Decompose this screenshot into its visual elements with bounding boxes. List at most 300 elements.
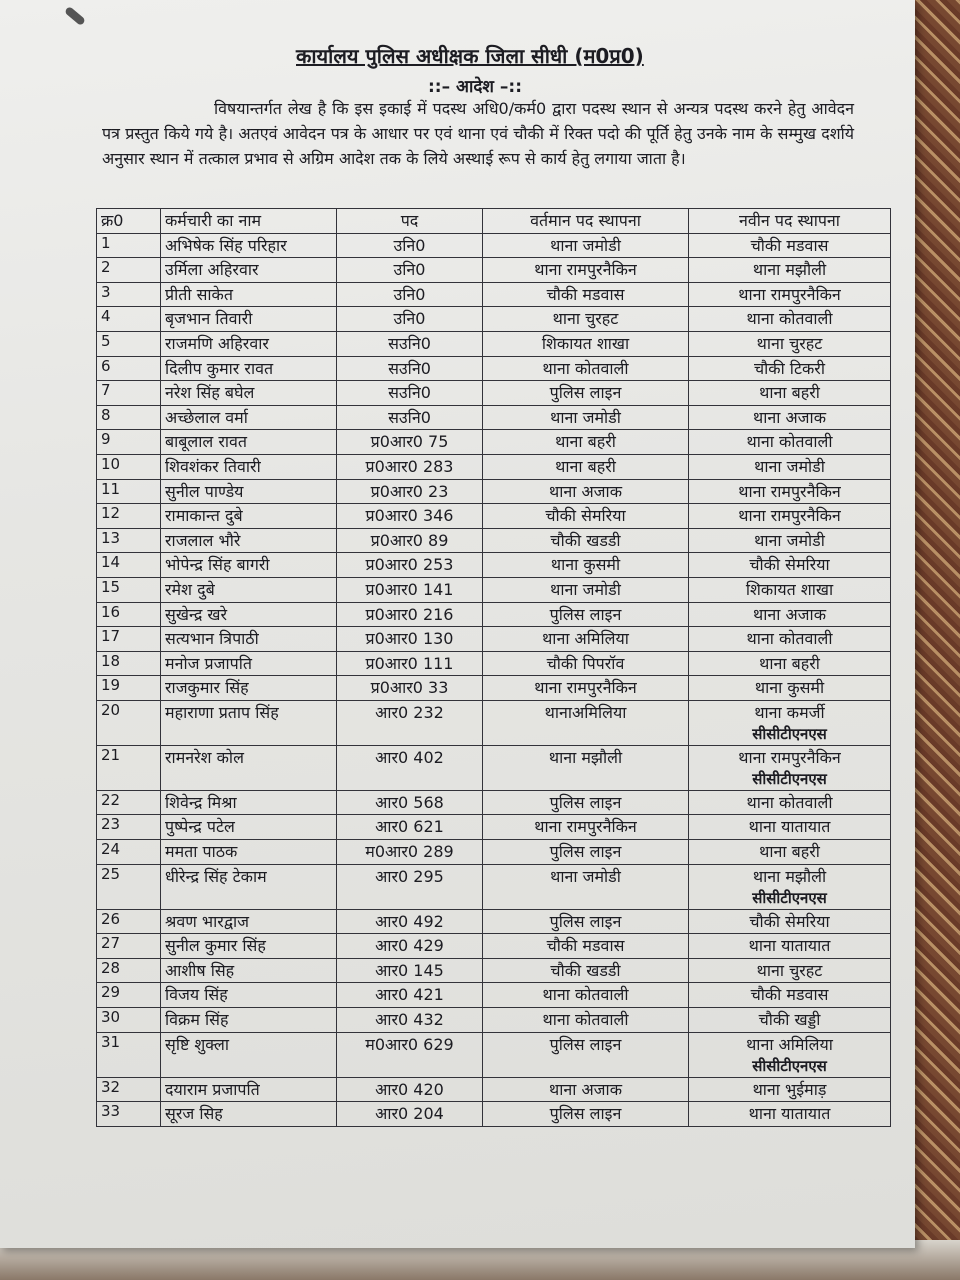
new-posting-cell — [689, 528, 891, 553]
new-posting-cell-text: थाना रामपुरनैकिन — [738, 284, 841, 304]
post-cell — [337, 258, 483, 283]
col-header-name: कर्मचारी का नाम — [161, 209, 337, 234]
current-posting-cell-text: थाना रामपुरनैकिन — [534, 678, 637, 698]
post-cell-text: प्र0आर0 141 — [365, 579, 454, 599]
new-posting-cell — [689, 479, 891, 504]
serial-cell-text: 25 — [101, 864, 121, 883]
current-posting-cell — [483, 528, 689, 553]
current-posting-cell — [483, 577, 689, 602]
new-posting-cell-text: थाना मझौली — [752, 866, 827, 886]
table-row — [97, 479, 891, 504]
post-cell-text: उनि0 — [393, 284, 426, 304]
new-posting-cell — [689, 258, 891, 283]
post-cell — [337, 627, 483, 652]
serial-cell-text: 20 — [101, 700, 121, 719]
name-cell-text: मनोज प्रजापति — [165, 653, 253, 673]
table-row — [97, 258, 891, 283]
new-posting-cell-text: चौकी सेमरिया — [749, 911, 830, 931]
post-cell — [337, 934, 483, 959]
current-posting-cell — [483, 553, 689, 578]
name-cell-text: भोपेन्द्र सिंह बागरी — [165, 555, 270, 575]
new-posting-cell — [689, 1077, 891, 1102]
current-posting-cell-text: चौकी खडडी — [550, 960, 621, 980]
current-posting-cell — [483, 1008, 689, 1033]
serial-cell-text: 32 — [101, 1077, 121, 1096]
new-posting-cell-text: थाना रामपुरनैकिन — [738, 747, 841, 767]
new-posting-cell-text: थाना जमोडी — [754, 456, 825, 476]
current-posting-cell-text: थाना कोतवाली — [542, 358, 629, 378]
serial-cell-text: 1 — [101, 233, 111, 252]
serial-cell — [97, 381, 161, 406]
post-cell-text: आर0 621 — [375, 817, 444, 837]
name-cell-text: अच्छेलाल वर्मा — [165, 407, 248, 427]
transfer-table — [96, 208, 891, 1127]
new-posting-cell — [689, 602, 891, 627]
current-posting-cell — [483, 479, 689, 504]
name-cell — [161, 479, 337, 504]
table-body — [97, 233, 891, 1126]
new-posting-cell — [689, 577, 891, 602]
name-cell-text: बाबूलाल रावत — [165, 432, 248, 452]
new-posting-cell — [689, 864, 891, 909]
serial-cell — [97, 577, 161, 602]
current-posting-cell-text: चौकी पिपरॉव — [546, 653, 625, 673]
name-cell-text: विक्रम सिंह — [165, 1010, 229, 1030]
name-cell-text: नरेश सिंह बघेल — [165, 383, 255, 403]
new-posting-cell-text: चौकी मडवास — [750, 985, 829, 1005]
serial-cell-text: 11 — [101, 479, 121, 498]
new-posting-cell-text: थाना चुरहट — [756, 333, 823, 353]
name-cell-text: श्रवण भारद्वाज — [165, 911, 250, 931]
current-posting-cell-text: थाना रामपुरनैकिन — [534, 260, 637, 280]
serial-cell-text: 14 — [101, 553, 121, 572]
post-cell — [337, 356, 483, 381]
name-cell-text: धीरेन्द्र सिंह टेकाम — [165, 866, 267, 886]
new-posting-cell-text: शिकायत शाखा — [745, 579, 834, 599]
name-cell-text: प्रीती साकेत — [165, 284, 233, 304]
serial-cell — [97, 815, 161, 840]
post-cell — [337, 983, 483, 1008]
name-cell — [161, 676, 337, 701]
table-row — [97, 454, 891, 479]
name-cell — [161, 405, 337, 430]
post-cell — [337, 454, 483, 479]
new-posting-cell — [689, 504, 891, 529]
name-cell-text: रामनरेश कोल — [165, 747, 244, 767]
name-cell — [161, 983, 337, 1008]
name-cell — [161, 815, 337, 840]
name-cell — [161, 934, 337, 959]
post-cell-text: आर0 421 — [375, 985, 444, 1005]
name-cell-text: बृजभान तिवारी — [165, 309, 253, 329]
table-row — [97, 1032, 891, 1077]
current-posting-cell — [483, 454, 689, 479]
current-posting-cell — [483, 602, 689, 627]
serial-cell-text: 3 — [101, 282, 111, 301]
table-row — [97, 430, 891, 455]
table-row — [97, 381, 891, 406]
new-posting-cell-text: थाना अजाक — [752, 604, 826, 624]
new-posting-cell-text: थाना भुईमाड़ — [752, 1079, 827, 1099]
table-row — [97, 1077, 891, 1102]
table-row — [97, 528, 891, 553]
current-posting-cell-text: पुलिस लाइन — [549, 1104, 622, 1124]
new-posting-cell-text: थाना रामपुरनैकिन — [738, 481, 841, 501]
new-posting-cell — [689, 840, 891, 865]
post-cell — [337, 676, 483, 701]
serial-cell — [97, 676, 161, 701]
new-posting-cell — [689, 282, 891, 307]
serial-cell — [97, 454, 161, 479]
post-cell-text: उनि0 — [393, 260, 426, 280]
serial-cell-text: 16 — [101, 602, 121, 621]
table-header-row — [97, 209, 891, 234]
new-posting-cell-text: थाना चुरहट — [756, 960, 823, 980]
serial-cell-text: 26 — [101, 909, 121, 928]
new-posting-cell — [689, 405, 891, 430]
post-cell-text: आर0 568 — [375, 792, 444, 812]
name-cell — [161, 1102, 337, 1127]
new-posting-cell-text: थाना यातायात — [748, 1104, 831, 1124]
serial-cell-text: 19 — [101, 676, 121, 695]
table-row — [97, 1102, 891, 1127]
current-posting-cell — [483, 1077, 689, 1102]
name-cell-text: राजमणि अहिरवार — [165, 333, 269, 353]
post-cell-text: सउनि0 — [388, 383, 431, 403]
serial-cell — [97, 504, 161, 529]
post-cell — [337, 651, 483, 676]
current-posting-cell — [483, 909, 689, 934]
col-header-serial: क्र0 — [97, 209, 161, 234]
post-cell-text: आर0 402 — [375, 747, 444, 767]
new-posting-cell — [689, 983, 891, 1008]
serial-cell — [97, 553, 161, 578]
new-posting-cell-text: थाना मझौली — [752, 260, 827, 280]
post-cell — [337, 504, 483, 529]
current-posting-cell-text: पुलिस लाइन — [549, 842, 622, 862]
new-posting-cell — [689, 381, 891, 406]
serial-cell-text: 6 — [101, 356, 111, 375]
serial-cell — [97, 1102, 161, 1127]
table-row — [97, 1008, 891, 1033]
serial-cell — [97, 864, 161, 909]
current-posting-cell — [483, 934, 689, 959]
post-cell — [337, 577, 483, 602]
serial-cell-text: 13 — [101, 528, 121, 547]
name-cell-text: रमेश दुबे — [165, 579, 215, 599]
current-posting-cell — [483, 958, 689, 983]
name-cell-text: ममता पाठक — [165, 842, 238, 862]
name-cell — [161, 745, 337, 790]
serial-cell — [97, 1008, 161, 1033]
new-posting-cell-text: थाना कुसमी — [754, 678, 825, 698]
post-cell-text: प्र0आर0 346 — [365, 506, 454, 526]
serial-cell-text: 2 — [101, 258, 111, 277]
post-cell-text: प्र0आर0 111 — [365, 653, 454, 673]
current-posting-cell-text: थाना कोतवाली — [542, 1010, 629, 1030]
new-posting-cell — [689, 934, 891, 959]
name-cell — [161, 651, 337, 676]
current-posting-cell — [483, 840, 689, 865]
table-row — [97, 282, 891, 307]
name-cell — [161, 307, 337, 332]
new-posting-cell-text: थाना अजाक — [752, 407, 826, 427]
table-row — [97, 958, 891, 983]
current-posting-cell — [483, 430, 689, 455]
post-cell — [337, 307, 483, 332]
post-cell — [337, 331, 483, 356]
post-cell — [337, 1008, 483, 1033]
post-cell — [337, 282, 483, 307]
name-cell — [161, 553, 337, 578]
current-posting-cell-text: थाना कुसमी — [550, 555, 621, 575]
post-cell-text: उनि0 — [393, 309, 426, 329]
new-posting-cell-text: थाना कोतवाली — [746, 309, 833, 329]
pin-mark — [64, 6, 86, 26]
table-row — [97, 233, 891, 258]
serial-cell-text: 28 — [101, 958, 121, 977]
post-cell-text: आर0 420 — [375, 1079, 444, 1099]
table-row — [97, 700, 891, 745]
name-cell-text: अभिषेक सिंह परिहार — [165, 235, 287, 255]
table-row — [97, 602, 891, 627]
current-posting-cell-text: थाना जमोडी — [550, 407, 621, 427]
current-posting-cell-text: शिकायत शाखा — [541, 333, 630, 353]
cctns-tag: सीसीटीएनएस — [752, 1056, 827, 1075]
serial-cell — [97, 700, 161, 745]
current-posting-cell — [483, 258, 689, 283]
name-cell-text: सुनील कुमार सिंह — [165, 936, 266, 956]
current-posting-cell-text: थाना जमोडी — [550, 235, 621, 255]
serial-cell — [97, 627, 161, 652]
current-posting-cell-text: थाना रामपुरनैकिन — [534, 817, 637, 837]
post-cell — [337, 815, 483, 840]
post-cell — [337, 430, 483, 455]
current-posting-cell-text: पुलिस लाइन — [549, 792, 622, 812]
name-cell — [161, 356, 337, 381]
table-row — [97, 651, 891, 676]
new-posting-cell-text: चौकी खड्डी — [758, 1010, 821, 1030]
new-posting-cell — [689, 676, 891, 701]
current-posting-cell-text: चौकी मडवास — [546, 936, 625, 956]
name-cell-text: महाराणा प्रताप सिंह — [165, 702, 279, 722]
serial-cell — [97, 602, 161, 627]
post-cell — [337, 405, 483, 430]
serial-cell — [97, 909, 161, 934]
name-cell-text: सत्यभान त्रिपाठी — [165, 629, 259, 649]
name-cell — [161, 331, 337, 356]
post-cell-text: आर0 232 — [375, 702, 444, 722]
post-cell — [337, 602, 483, 627]
current-posting-cell-text: थाना अमिलिया — [542, 629, 629, 649]
post-cell — [337, 1077, 483, 1102]
table-row — [97, 307, 891, 332]
name-cell — [161, 430, 337, 455]
new-posting-cell-text: थाना कमर्जी — [754, 702, 825, 722]
name-cell — [161, 233, 337, 258]
current-posting-cell-text: पुलिस लाइन — [549, 911, 622, 931]
name-cell — [161, 528, 337, 553]
current-posting-cell-text: थाना अजाक — [548, 481, 622, 501]
current-posting-cell — [483, 307, 689, 332]
name-cell-text: शिवेन्द्र मिश्रा — [165, 792, 237, 812]
new-posting-cell — [689, 430, 891, 455]
post-cell — [337, 700, 483, 745]
serial-cell — [97, 983, 161, 1008]
current-posting-cell-text: पुलिस लाइन — [549, 383, 622, 403]
table-row — [97, 815, 891, 840]
name-cell-text: शिवशंकर तिवारी — [165, 456, 261, 476]
serial-cell — [97, 934, 161, 959]
new-posting-cell — [689, 331, 891, 356]
post-cell — [337, 864, 483, 909]
post-cell-text: म0आर0 629 — [365, 1034, 454, 1054]
post-cell-text: प्र0आर0 33 — [370, 678, 449, 698]
post-cell — [337, 745, 483, 790]
serial-cell-text: 8 — [101, 405, 111, 424]
table-row — [97, 909, 891, 934]
post-cell-text: आर0 432 — [375, 1010, 444, 1030]
new-posting-cell-text: थाना बहरी — [759, 653, 820, 673]
post-cell — [337, 479, 483, 504]
name-cell-text: दिलीप कुमार रावत — [165, 358, 274, 378]
new-posting-cell-text: थाना कोतवाली — [746, 792, 833, 812]
serial-cell — [97, 958, 161, 983]
new-posting-cell — [689, 700, 891, 745]
new-posting-cell — [689, 627, 891, 652]
new-posting-cell — [689, 307, 891, 332]
name-cell-text: रामाकान्त दुबे — [165, 506, 243, 526]
name-cell-text: राजकुमार सिंह — [165, 678, 249, 698]
current-posting-cell-text: थाना बहरी — [555, 432, 616, 452]
new-posting-cell — [689, 1032, 891, 1077]
new-posting-cell — [689, 454, 891, 479]
table-row — [97, 331, 891, 356]
new-posting-cell-text: चौकी मडवास — [750, 235, 829, 255]
name-cell — [161, 840, 337, 865]
current-posting-cell-text: थाना मझौली — [548, 747, 623, 767]
name-cell — [161, 381, 337, 406]
current-posting-cell — [483, 864, 689, 909]
post-cell-text: आर0 429 — [375, 936, 444, 956]
post-cell — [337, 553, 483, 578]
new-posting-cell-text: थाना जमोडी — [754, 530, 825, 550]
col-header-post: पद — [337, 209, 483, 234]
name-cell — [161, 1032, 337, 1077]
post-cell — [337, 233, 483, 258]
current-posting-cell-text: थाना कोतवाली — [542, 985, 629, 1005]
name-cell-text: आशीष सिह — [165, 960, 235, 980]
name-cell-text: सूरज सिह — [165, 1104, 223, 1124]
current-posting-cell — [483, 504, 689, 529]
name-cell-text: सुखेन्द्र खरे — [165, 604, 228, 624]
current-posting-cell — [483, 282, 689, 307]
current-posting-cell-text: चौकी सेमरिया — [545, 506, 626, 526]
new-posting-cell — [689, 1008, 891, 1033]
serial-cell-text: 23 — [101, 815, 121, 834]
post-cell-text: म0आर0 289 — [365, 842, 454, 862]
serial-cell — [97, 430, 161, 455]
current-posting-cell — [483, 700, 689, 745]
cctns-tag: सीसीटीएनएस — [752, 888, 827, 907]
cctns-tag: सीसीटीएनएस — [752, 769, 827, 788]
name-cell — [161, 1008, 337, 1033]
col-header-new-posting: नवीन पद स्थापना — [689, 209, 891, 234]
post-cell-text: प्र0आर0 130 — [365, 629, 454, 649]
serial-cell — [97, 528, 161, 553]
serial-cell — [97, 651, 161, 676]
table-row — [97, 627, 891, 652]
serial-cell — [97, 790, 161, 815]
post-cell — [337, 840, 483, 865]
new-posting-cell-text: थाना बहरी — [759, 842, 820, 862]
name-cell — [161, 504, 337, 529]
post-cell — [337, 528, 483, 553]
serial-cell-text: 5 — [101, 331, 111, 350]
name-cell-text: सुनील पाण्डेय — [165, 481, 244, 501]
post-cell-text: आर0 295 — [375, 866, 444, 886]
current-posting-cell — [483, 790, 689, 815]
serial-cell-text: 21 — [101, 745, 121, 764]
current-posting-cell — [483, 983, 689, 1008]
current-posting-cell — [483, 676, 689, 701]
current-posting-cell-text: चौकी मडवास — [546, 284, 625, 304]
post-cell-text: सउनि0 — [388, 333, 431, 353]
post-cell — [337, 1102, 483, 1127]
current-posting-cell — [483, 233, 689, 258]
current-posting-cell-text: पुलिस लाइन — [549, 1034, 622, 1054]
new-posting-cell — [689, 233, 891, 258]
serial-cell — [97, 1032, 161, 1077]
current-posting-cell — [483, 651, 689, 676]
name-cell — [161, 1077, 337, 1102]
office-title: कार्यालय पुलिस अधीक्षक जिला सीधी (म0प्र0) — [296, 44, 644, 68]
current-posting-cell — [483, 356, 689, 381]
name-cell-text: पुष्पेन्द्र पटेल — [165, 817, 235, 837]
new-posting-cell-text: चौकी टिकरी — [753, 358, 825, 378]
post-cell — [337, 1032, 483, 1077]
serial-cell — [97, 840, 161, 865]
serial-cell-text: 7 — [101, 381, 111, 400]
current-posting-cell-text: थाना जमोडी — [550, 866, 621, 886]
serial-cell — [97, 479, 161, 504]
current-posting-cell — [483, 331, 689, 356]
table-row — [97, 504, 891, 529]
serial-cell-text: 30 — [101, 1008, 121, 1027]
name-cell-text: राजलाल भौरे — [165, 530, 241, 550]
name-cell — [161, 909, 337, 934]
table-row — [97, 553, 891, 578]
serial-cell-text: 24 — [101, 840, 121, 859]
name-cell-text: सृष्टि शुक्ला — [165, 1034, 229, 1054]
table-row — [97, 840, 891, 865]
new-posting-cell-text: थाना यातायात — [748, 936, 831, 956]
post-cell-text: प्र0आर0 216 — [365, 604, 454, 624]
current-posting-cell-text: चौकी खडडी — [550, 530, 621, 550]
serial-cell — [97, 258, 161, 283]
name-cell — [161, 790, 337, 815]
table-row — [97, 790, 891, 815]
table-row — [97, 356, 891, 381]
serial-cell-text: 31 — [101, 1032, 121, 1051]
name-cell — [161, 627, 337, 652]
new-posting-cell-text: थाना बहरी — [759, 383, 820, 403]
serial-cell-text: 27 — [101, 934, 121, 953]
new-posting-cell-text: थाना कोतवाली — [746, 629, 833, 649]
table-row — [97, 745, 891, 790]
current-posting-cell — [483, 1032, 689, 1077]
current-posting-cell — [483, 1102, 689, 1127]
